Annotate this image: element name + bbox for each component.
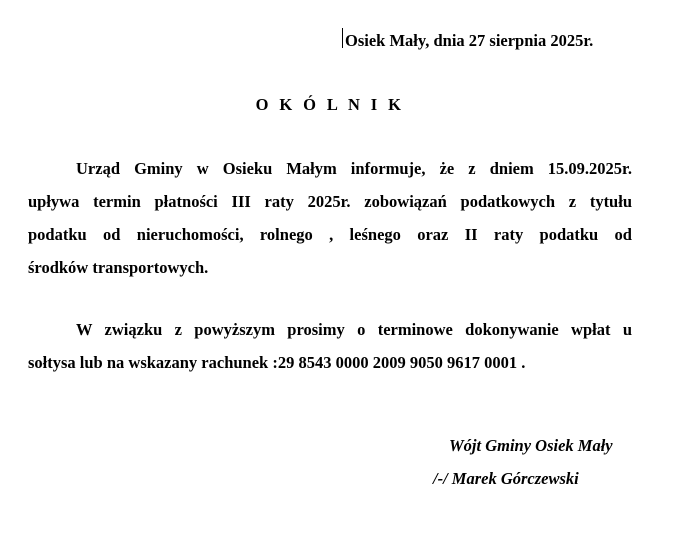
- signature-name: /-/ Marek Górczewski: [433, 469, 579, 488]
- paragraph-deadline: [28, 159, 632, 291]
- paragraph-payment: [28, 320, 632, 386]
- text-cursor: [342, 28, 343, 48]
- signature-office: Wójt Gminy Osiek Mały: [449, 436, 613, 455]
- paragraph-line: upływa termin płatności III raty 2025r. zobowiązań podatkowych z tytułu: [28, 192, 632, 211]
- paragraph-line: środków transportowych.: [28, 258, 209, 277]
- place-date: Osiek Mały, dnia 27 sierpnia 2025r.: [345, 31, 594, 50]
- paragraph-line: sołtysa lub na wskazany rachunek :29 8543 0000 2009 9050 9617 0001 .: [28, 353, 526, 372]
- paragraph-line: Urząd Gminy w Osieku Małym informuje, że z dniem 15.09.2025r.: [76, 159, 632, 178]
- document-title: O K Ó L N I K: [255, 95, 405, 114]
- paragraph-line: podatku od nieruchomości, rolnego , leśnego oraz II raty podatku od: [28, 225, 632, 244]
- paragraph-line: W związku z powyższym prosimy o terminowe dokonywanie wpłat u: [76, 320, 632, 339]
